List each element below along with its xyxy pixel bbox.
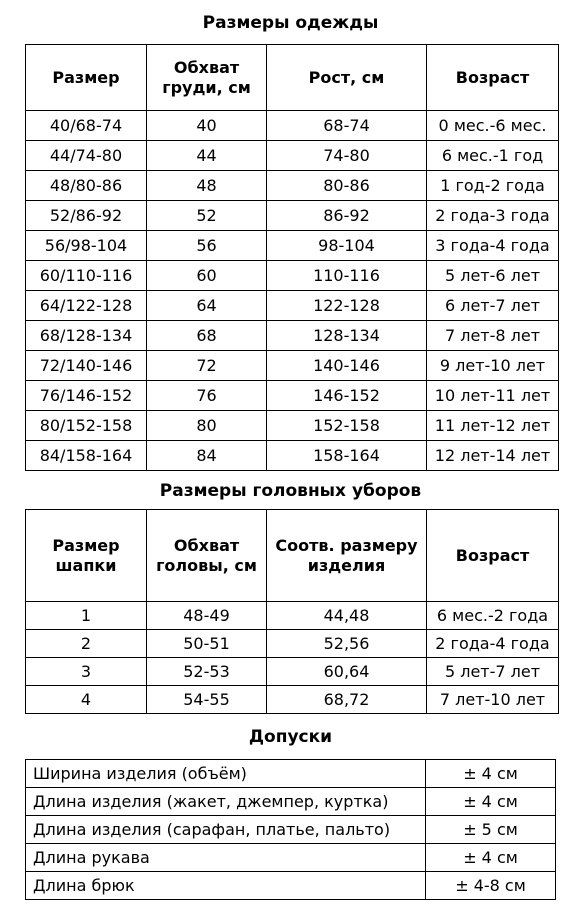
table-cell: 44,48 [267, 602, 427, 630]
table-cell: 1 год-2 года [427, 171, 559, 201]
table-cell: 56/98-104 [26, 231, 147, 261]
table-row [26, 760, 556, 788]
table-cell: 68,72 [267, 686, 427, 714]
table-cell: 56 [147, 231, 267, 261]
table-row [26, 602, 559, 630]
table-cell: Ширина изделия (объём) [26, 760, 426, 788]
table-cell: 7 лет-10 лет [427, 686, 559, 714]
table-cell: 122-128 [267, 291, 427, 321]
table-cell: 4 [26, 686, 147, 714]
header-age: Возраст [427, 45, 559, 111]
table-cell: 10 лет-11 лет [427, 381, 559, 411]
table-row [26, 141, 559, 171]
table-cell: 80 [147, 411, 267, 441]
table-cell: Длина рукава [26, 844, 426, 872]
table-cell: 80-86 [267, 171, 427, 201]
table-row [26, 844, 556, 872]
table-cell: 6 мес.-2 года [427, 602, 559, 630]
table-cell: 12 лет-14 лет [427, 441, 559, 471]
table-cell: 48 [147, 171, 267, 201]
table-cell: 52,56 [267, 630, 427, 658]
table-row [26, 171, 559, 201]
table-cell: 152-158 [267, 411, 427, 441]
table-cell: 68-74 [267, 111, 427, 141]
table-cell: 3 [26, 658, 147, 686]
table-cell: 146-152 [267, 381, 427, 411]
table-cell: 9 лет-10 лет [427, 351, 559, 381]
table-cell: 5 лет-6 лет [427, 261, 559, 291]
table-row [26, 231, 559, 261]
table-cell: 60/110-116 [26, 261, 147, 291]
table-cell: 74-80 [267, 141, 427, 171]
table-cell: 86-92 [267, 201, 427, 231]
tolerances-table [25, 759, 556, 900]
header-item-size: Соотв. размеру изделия [267, 510, 427, 602]
table-cell: 98-104 [267, 231, 427, 261]
table-cell: 6 лет-7 лет [427, 291, 559, 321]
header-height: Рост, см [267, 45, 427, 111]
clothing-sizes-title: Размеры одежды [202, 13, 379, 33]
table-cell: 140-146 [267, 351, 427, 381]
table-cell: 68/128-134 [26, 321, 147, 351]
table-row [26, 816, 556, 844]
table-cell: 5 лет-7 лет [427, 658, 559, 686]
table-cell: 6 мес.-1 год [427, 141, 559, 171]
table-row [26, 111, 559, 141]
table-cell: 52 [147, 201, 267, 231]
table-cell: 72 [147, 351, 267, 381]
headwear-sizes-title: Размеры головных уборов [159, 481, 422, 501]
table-cell: 64 [147, 291, 267, 321]
table-cell: 0 мес.-6 мес. [427, 111, 559, 141]
table-cell: 2 [26, 630, 147, 658]
header-size: Размер [26, 45, 147, 111]
table-cell: 54-55 [147, 686, 267, 714]
table-cell: 84 [147, 441, 267, 471]
header-age: Возраст [427, 510, 559, 602]
table-cell: 44 [147, 141, 267, 171]
table-row [26, 630, 559, 658]
table-cell: 2 года-3 года [427, 201, 559, 231]
table-cell: 11 лет-12 лет [427, 411, 559, 441]
table-row [26, 291, 559, 321]
table-cell: Длина изделия (сарафан, платье, пальто) [26, 816, 426, 844]
table-cell: 76/146-152 [26, 381, 147, 411]
table-cell: 48/80-86 [26, 171, 147, 201]
table-cell: 2 года-4 года [427, 630, 559, 658]
table-cell: 48-49 [147, 602, 267, 630]
table-cell: 60 [147, 261, 267, 291]
table-row [26, 788, 556, 816]
header-chest: Обхват груди, см [147, 45, 267, 111]
table-cell: 3 года-4 года [427, 231, 559, 261]
table-cell: 44/74-80 [26, 141, 147, 171]
table-cell: 76 [147, 381, 267, 411]
table-cell: ± 4 см [426, 760, 556, 788]
table-row [26, 381, 559, 411]
table-cell: ± 5 см [426, 816, 556, 844]
table-row [26, 411, 559, 441]
table-cell: Длина изделия (жакет, джемпер, куртка) [26, 788, 426, 816]
table-cell: 7 лет-8 лет [427, 321, 559, 351]
table-cell: 128-134 [267, 321, 427, 351]
table-cell: 40/68-74 [26, 111, 147, 141]
table-cell: 72/140-146 [26, 351, 147, 381]
table-cell: 68 [147, 321, 267, 351]
tolerances-title: Допуски [248, 727, 333, 747]
clothing-sizes-table [25, 44, 559, 471]
table-cell: 60,64 [267, 658, 427, 686]
table-cell: 52-53 [147, 658, 267, 686]
table-cell: 84/158-164 [26, 441, 147, 471]
headwear-sizes-table [25, 509, 559, 714]
table-cell: 52/86-92 [26, 201, 147, 231]
table-row [26, 441, 559, 471]
table-cell: 40 [147, 111, 267, 141]
table-row [26, 658, 559, 686]
table-cell: ± 4 см [426, 788, 556, 816]
table-cell: 64/122-128 [26, 291, 147, 321]
table-cell: ± 4-8 см [426, 872, 556, 900]
table-cell: 80/152-158 [26, 411, 147, 441]
table-row [26, 321, 559, 351]
table-cell: 158-164 [267, 441, 427, 471]
table-header-row [26, 510, 559, 602]
table-cell: 110-116 [267, 261, 427, 291]
table-cell: 50-51 [147, 630, 267, 658]
table-cell: ± 4 см [426, 844, 556, 872]
table-cell: 1 [26, 602, 147, 630]
table-header-row [26, 45, 559, 111]
table-row [26, 686, 559, 714]
header-head-girth: Обхват головы, см [147, 510, 267, 602]
table-row [26, 351, 559, 381]
table-cell: Длина брюк [26, 872, 426, 900]
table-row [26, 201, 559, 231]
table-row [26, 872, 556, 900]
table-row [26, 261, 559, 291]
header-hat-size: Размер шапки [26, 510, 147, 602]
